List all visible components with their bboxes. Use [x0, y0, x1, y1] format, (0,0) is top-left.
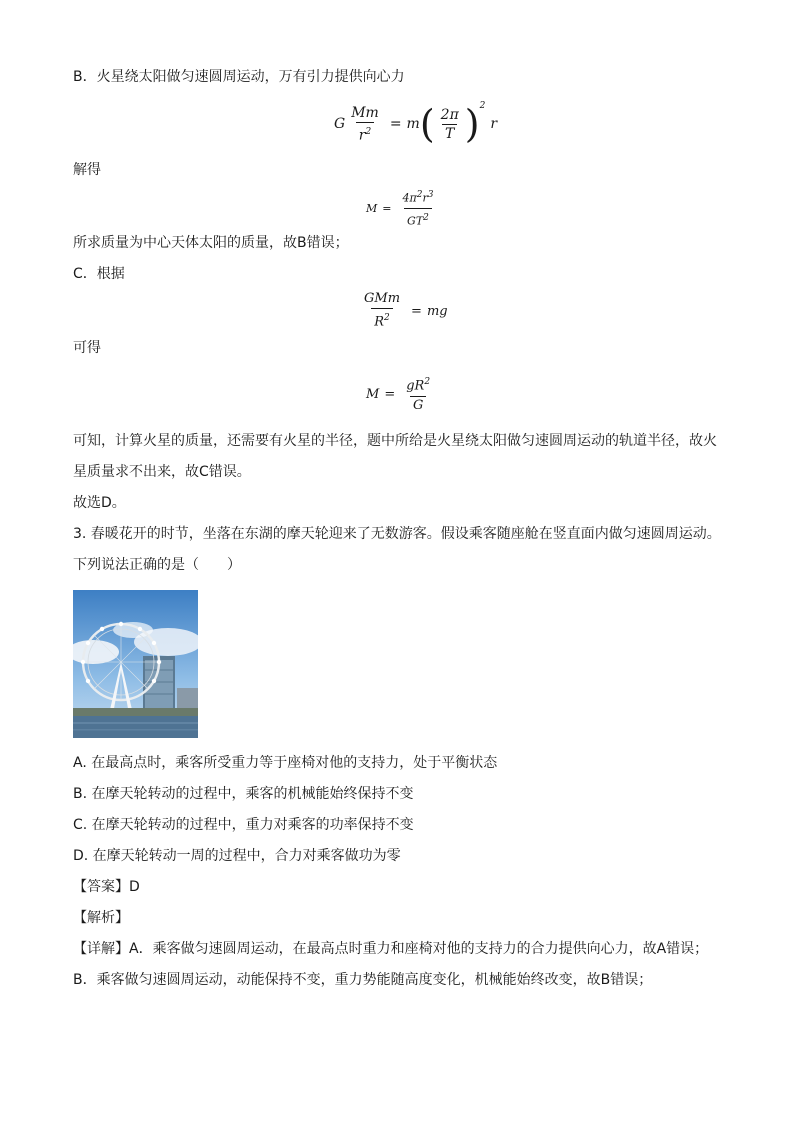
formula-symbol: G [334, 116, 346, 132]
option-c: C. 在摩天轮转动的过程中，重力对乘客的功率保持不变 [73, 817, 414, 833]
fraction [403, 374, 433, 413]
detail-line [73, 939, 708, 959]
right-paren: ) [464, 102, 480, 146]
denominator: T [442, 124, 457, 142]
text-line: C．根据 [73, 266, 125, 282]
question-stem: 3. 春暖花开的时节，坐落在东湖的摩天轮迎来了无数游客。假设乘客随座舱在竖直面内做匀速圆周运动。 [73, 526, 721, 542]
formula-symbol: M [366, 386, 380, 402]
option-b: B. 在摩天轮转动的过程中，乘客的机械能始终保持不变 [73, 786, 414, 802]
text-line: 所求质量为中心天体太阳的质量，故B错误； [73, 235, 349, 251]
numerator: 2π [440, 106, 459, 123]
answer-line [73, 877, 140, 897]
numerator: $gR^2$ [406, 377, 431, 394]
fraction [438, 107, 462, 142]
fraction [348, 105, 382, 144]
formula-symbol: M [366, 201, 378, 215]
left-paren: ( [419, 102, 435, 146]
text-line: 星质量求不出来，故C错误。 [73, 464, 251, 480]
text-line: 解得 [73, 162, 101, 178]
text-line: 故选D。 [73, 495, 126, 511]
formula-sun-mass [366, 190, 439, 226]
numerator: $4\pi^2r^3$ [402, 189, 434, 205]
text-line: 可得 [73, 340, 101, 356]
formula-symbol: m [406, 116, 420, 132]
formula-symbol: r [490, 116, 498, 132]
fraction [361, 291, 403, 330]
answer-value: D [129, 879, 140, 895]
text-line: 可知，计算火星的质量，还需要有火星的半径，题中所给是火星绕太阳做匀速圆周运动的轨道半径，故火 [73, 433, 717, 449]
ferris-wheel-photo [73, 590, 198, 738]
option-a: A. 在最高点时，乘客所受重力等于座椅对他的支持力，处于平衡状态 [73, 755, 498, 771]
formula-mars-mass [366, 372, 436, 416]
numerator: GMm [364, 291, 401, 307]
analysis-label: 【解析】 [73, 910, 129, 926]
formula-surface-gravity [358, 291, 448, 331]
denominator: $r^2$ [356, 122, 374, 144]
detail-text: A．乘客做匀速圆周运动，在最高点时重力和座椅对他的支持力的合力提供向心力，故A错误； [129, 941, 709, 957]
formula-gravitation [334, 99, 497, 149]
equals-sign: = [384, 386, 396, 402]
detail-label: 【详解】 [73, 941, 129, 957]
denominator: $GT^2$ [404, 208, 432, 230]
question-stem: 下列说法正确的是（ ） [73, 557, 241, 573]
denominator: G [410, 396, 426, 414]
denominator: $R^2$ [371, 308, 393, 330]
equals-sign: = [382, 201, 392, 215]
exponent: 2 [479, 101, 486, 111]
answer-label: 【答案】 [73, 879, 129, 895]
equals-sign: = [389, 116, 402, 132]
numerator: Mm [351, 104, 379, 121]
detail-text: B．乘客做匀速圆周运动，动能保持不变，重力势能随高度变化，机械能始终改变，故B错误； [73, 972, 653, 988]
option-d: D. 在摩天轮转动一周的过程中，合力对乘客做功为零 [73, 848, 401, 864]
formula-symbol: mg [426, 303, 448, 319]
fraction [399, 187, 436, 229]
text-line: B．火星绕太阳做匀速圆周运动，万有引力提供向心力 [73, 69, 405, 85]
equals-sign: = [411, 303, 422, 319]
